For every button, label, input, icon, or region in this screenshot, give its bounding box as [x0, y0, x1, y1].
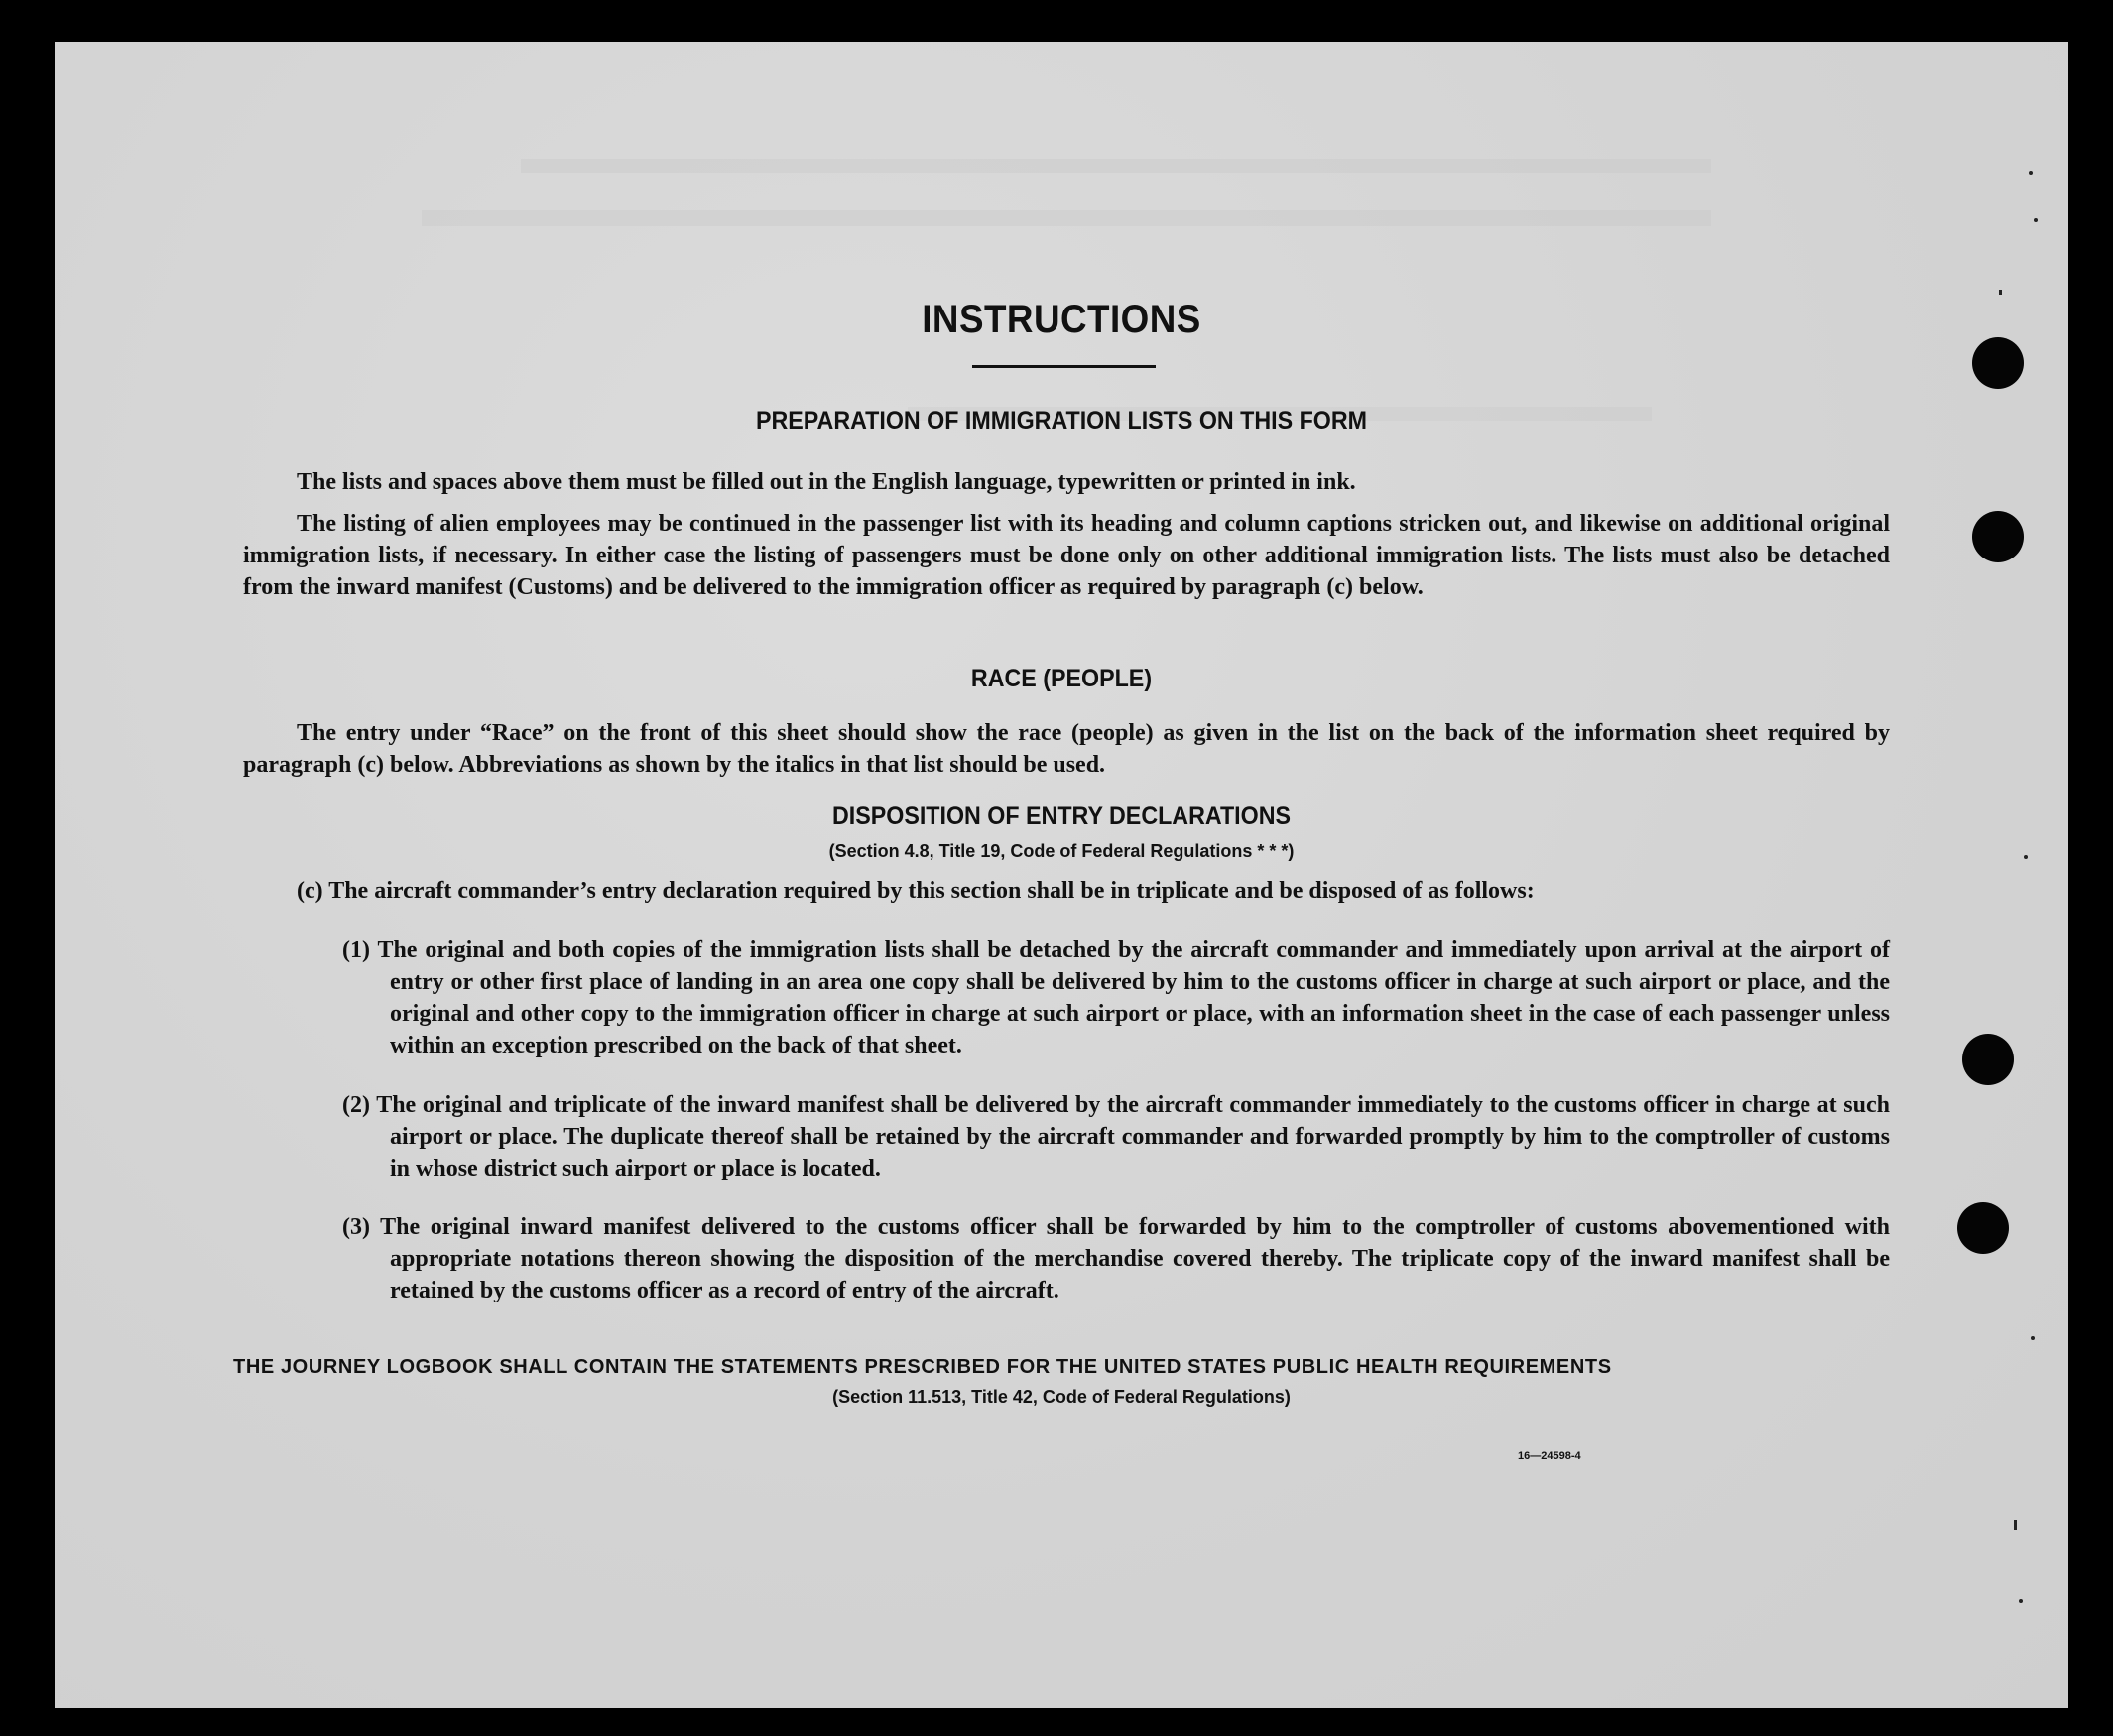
paragraph-preparation-1: The lists and spaces above them must be filled out in the English language, typewritten or printed in ink. — [297, 469, 1356, 495]
list-item-disposition-2: (2) The original and triplicate of the inward manifest shall be delivered by the aircraft commander immediately to the customs officer in charge at such airport or place. The duplicate thereof shall be retained by the aircraft commander and forwarded promptly by him to the comptroller of customs in whose district such airport or place is located. — [342, 1092, 1890, 1181]
document-page — [55, 42, 2068, 1708]
edge-mark — [2031, 1336, 2035, 1340]
list-item-disposition-1: (1) The original and both copies of the immigration lists shall be detached by the aircraft commander and immediately upon arrival at the airport of entry or other first place of landing in an area one copy shall be delivered by him to the customs officer in charge at such airport or place, and the original and other copy to the immigration officer in charge at such airport or place, with an information sheet in the case of each passenger unless within an exception prescribed on the back of that sheet. — [342, 937, 1890, 1058]
paragraph-disposition-intro: (c) The aircraft commander’s entry declaration required by this section shall be in triplicate and be disposed of as follows: — [297, 878, 1535, 904]
section-reference-disposition: (Section 4.8, Title 19, Code of Federal Regulations * * *) — [828, 841, 1295, 861]
title-rule — [972, 365, 1156, 368]
binder-hole — [1972, 337, 2024, 389]
binder-hole — [1972, 511, 2024, 562]
section-heading-disposition: DISPOSITION OF ENTRY DECLARATIONS — [831, 803, 1292, 830]
page-title: INSTRUCTIONS — [922, 298, 1201, 341]
binder-hole — [1962, 1034, 2014, 1085]
edge-mark — [2034, 218, 2038, 222]
bleed-through — [422, 210, 1711, 226]
section-heading-preparation: PREPARATION OF IMMIGRATION LISTS ON THIS FORM — [755, 407, 1368, 434]
edge-mark — [1999, 290, 2002, 295]
section-heading-race: RACE (PEOPLE) — [970, 665, 1153, 692]
binder-hole — [1957, 1202, 2009, 1254]
footer-heading: THE JOURNEY LOGBOOK SHALL CONTAIN THE STATEMENTS PRESCRIBED FOR THE UNITED STATES PUBLIC HEALTH REQUIREMENTS — [233, 1356, 1612, 1378]
form-number: 16—24598-4 — [1518, 1450, 1581, 1462]
paragraph-race: The entry under “Race” on the front of this sheet should show the race (people) as given in the list on the back of the information sheet required by paragraph (c) below. Abbreviations as shown by the italics in that list should be used. — [243, 720, 1890, 778]
paragraph-preparation-2: The listing of alien employees may be continued in the passenger list with its heading and column captions stricken out, and likewise on additional original immigration lists, if necessary. In either case the listing of passengers must be done only on other additional immigration lists. The lists must also be detached from the inward manifest (Customs) and be delivered to the immigration officer as required by paragraph (c) below. — [243, 511, 1890, 600]
edge-mark — [2029, 171, 2033, 175]
bleed-through — [521, 159, 1711, 173]
edge-mark — [2019, 1599, 2023, 1603]
edge-mark — [2014, 1520, 2017, 1530]
footer-reference: (Section 11.513, Title 42, Code of Federal Regulations) — [832, 1387, 1291, 1407]
list-item-disposition-3: (3) The original inward manifest delivered to the customs officer shall be forwarded by him to the comptroller of customs abovementioned with appropriate notations thereon showing the disposition of the merchandise covered thereby. The triplicate copy of the inward manifest shall be retained by the customs officer as a record of entry of the aircraft. — [342, 1214, 1890, 1303]
